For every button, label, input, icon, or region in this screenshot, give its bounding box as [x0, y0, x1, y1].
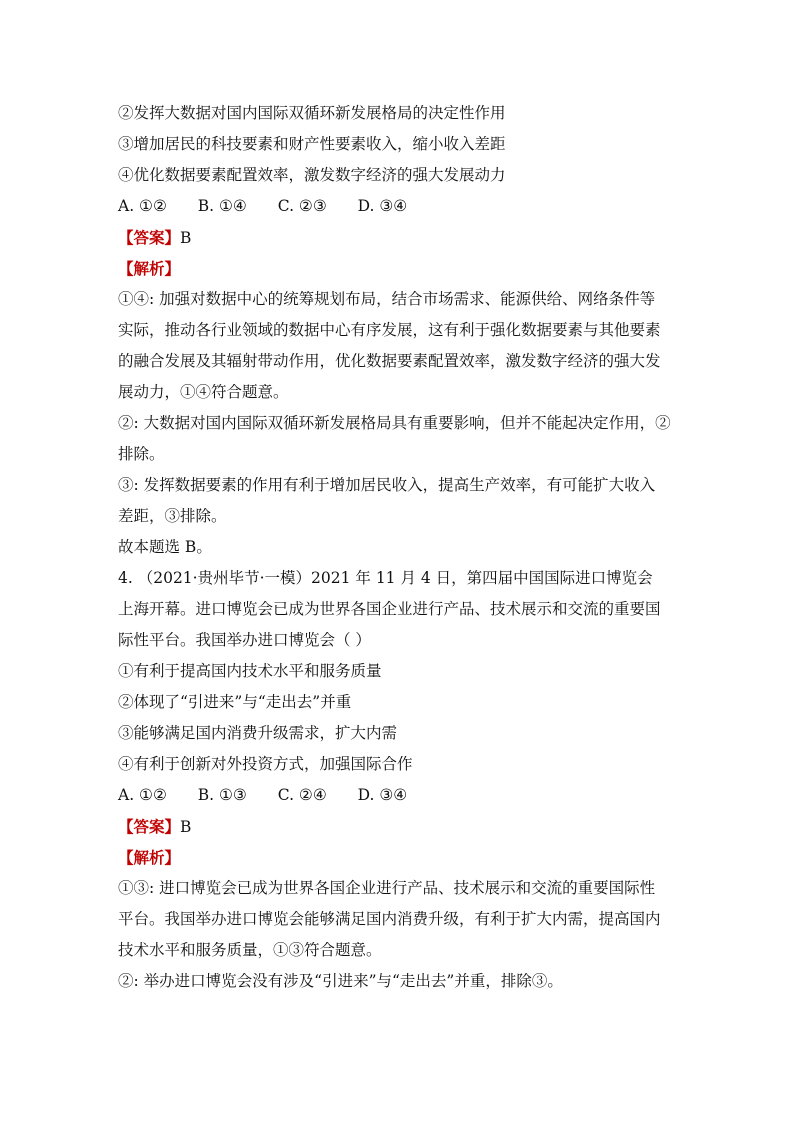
q4-answer-tag: 【答案】	[118, 817, 181, 836]
q3-option-c: C. ②③	[277, 197, 327, 215]
q3-answer-value: B	[180, 229, 192, 247]
q3-option-a: A. ①②	[118, 197, 167, 215]
q4-options	[118, 780, 694, 811]
q4-statement-3: ③能够满足国内消费升级需求，扩大内需	[118, 724, 398, 742]
q4-stem-line: 际性平台。我国举办进口博览会（ ）	[118, 631, 371, 649]
q3-analysis-line: 实际，推动各行业领域的数据中心有序发展，这有利于强化数据要素与其他要素	[118, 321, 661, 339]
q3-analysis-line: 差距，③排除。	[118, 507, 227, 525]
q4-analysis-line: 技术水平和服务质量，①③符合题意。	[118, 941, 382, 959]
q4-stem-line: 上海开幕。进口博览会已成为世界各国企业进行产品、技术展示和交流的重要国	[118, 600, 661, 618]
q3-option-b: B. ①④	[197, 197, 247, 215]
q4-option-b: B. ①③	[197, 786, 247, 804]
q4-analysis-tag: 【解析】	[118, 848, 181, 867]
q3-statement-4: ④优化数据要素配置效率，激发数字经济的强大发展动力	[118, 166, 506, 184]
q3-analysis-heading	[118, 253, 694, 284]
q3-analysis-line: ①④: 加强对数据中心的统筹规划布局，结合市场需求、能源供给、网络条件等	[118, 290, 656, 308]
q4-answer	[118, 811, 694, 842]
q3-answer-tag: 【答案】	[118, 228, 181, 247]
q4-analysis-heading	[118, 842, 694, 873]
q3-analysis-line: ②: 大数据对国内国际双循环新发展格局具有重要影响，但并不能起决定作用，②	[118, 414, 671, 432]
q3-analysis-tag: 【解析】	[118, 259, 181, 278]
q4-analysis-line: ②: 举办进口博览会没有涉及“引进来”与“走出去”并重，排除③。	[118, 972, 563, 990]
q4-stem-line: 4. （2021·贵州毕节·一模）2021 年 11 月 4 日，第四届中国国际进口博览会	[118, 569, 653, 587]
q3-options	[118, 191, 694, 222]
q3-answer	[118, 222, 694, 253]
q3-option-d: D. ③④	[357, 197, 408, 215]
q3-analysis-line: ③: 发挥数据要素的作用有利于增加居民收入，提高生产效率，有可能扩大收入	[118, 476, 656, 494]
q4-statement-1: ①有利于提高国内技术水平和服务质量	[118, 662, 382, 680]
q3-analysis-line: 排除。	[118, 445, 165, 463]
q3-statement-2: ②发挥大数据对国内国际双循环新发展格局的决定性作用	[118, 104, 506, 122]
q4-analysis-line: ①③: 进口博览会已成为世界各国企业进行产品、技术展示和交流的重要国际性	[118, 879, 656, 897]
q3-analysis-line: 展动力，①④符合题意。	[118, 383, 289, 401]
q3-conclusion: 故本题选 B。	[118, 538, 212, 556]
q3-statement-3: ③增加居民的科技要素和财产性要素收入，缩小收入差距	[118, 135, 506, 153]
q4-answer-value: B	[180, 818, 192, 836]
q4-option-a: A. ①②	[118, 786, 167, 804]
q4-analysis-line: 平台。我国举办进口博览会能够满足国内消费升级，有利于扩大内需，提高国内	[118, 910, 661, 928]
q4-option-c: C. ②④	[277, 786, 327, 804]
q4-option-d: D. ③④	[357, 786, 408, 804]
q3-analysis-line: 的融合发展及其辐射带动作用，优化数据要素配置效率，激发数字经济的强大发	[118, 352, 661, 370]
q4-statement-2: ②体现了“引进来”与“走出去”并重	[118, 693, 352, 711]
q4-statement-4: ④有利于创新对外投资方式，加强国际合作	[118, 755, 413, 773]
